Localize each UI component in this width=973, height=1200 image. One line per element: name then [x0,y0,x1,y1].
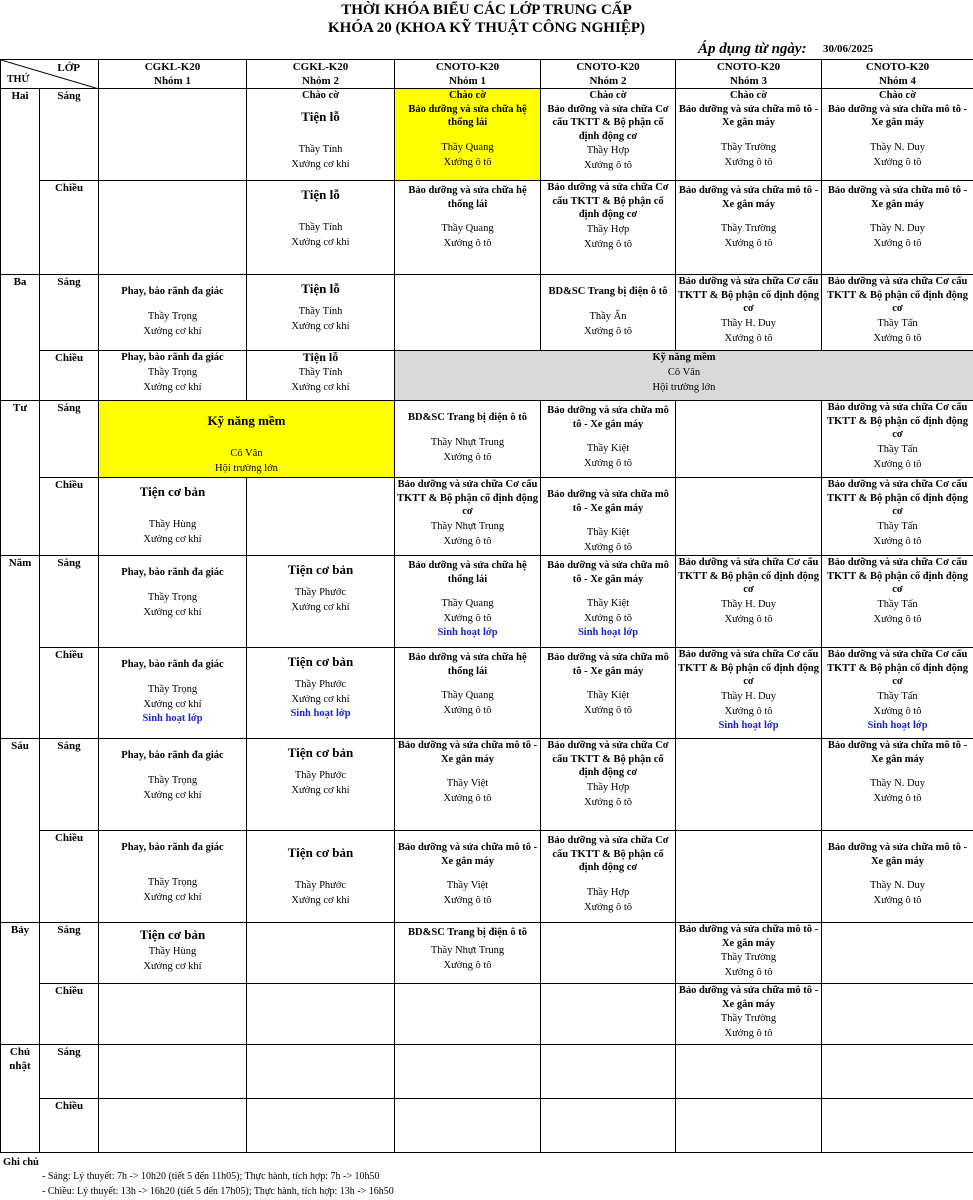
schedule-cell: Bảo dưỡng và sửa chữa hệ thống lái Thầy Quang Xưởng ô tô [395,181,541,275]
session-cell: Sáng [40,739,99,831]
column-header: CNOTO-K20 Nhóm 3 [676,60,822,89]
row-tu-sang [1,401,973,478]
schedule-cell: Bảo dưỡng và sửa chữa Cơ cấu TKTT & Bộ phận cố định động cơ Thầy H. Duy Xưởng ô tô [676,275,822,351]
schedule-cell [676,1099,822,1153]
row-sau-chieu [1,831,973,923]
session-cell: Sáng [40,401,99,478]
schedule-cell [247,478,395,556]
note-morning: - Sáng: Lý thuyết: 7h -> 10h20 (tiết 5 đến 11h05); Thực hành, tích hợp: 7h -> 10h50 [42,1171,380,1182]
schedule-cell [541,984,676,1045]
apply-date-label: Áp dụng từ ngày: [698,41,807,57]
header-row [1,60,973,89]
schedule-cell-merged: Kỹ năng mềm Cô Vân Hội trường lớn [395,351,973,401]
day-axis-label: THỨ [7,74,30,85]
schedule-cell [822,984,973,1045]
session-cell: Chiều [40,478,99,556]
schedule-cell: Bảo dưỡng và sửa chữa mô tô - Xe gắn máy Thầy Việt Xưởng ô tô [395,739,541,831]
day-cell: Tư [1,401,40,556]
schedule-cell: Phay, bào rãnh đa giác Thầy Trọng Xưởng cơ khí [99,739,247,831]
schedule-cell: Bảo dưỡng và sửa chữa Cơ cấu TKTT & Bộ phận cố định động cơ Thầy Hợp Xưởng ô tô [541,831,676,923]
note-afternoon: - Chiều: Lý thuyết: 13h -> 16h20 (tiết 5 đến 17h05); Thực hành, tích hợp: 13h -> 16h50 [42,1186,394,1197]
schedule-cell: Bảo dưỡng và sửa chữa hệ thống lái Thầy Quang Xưởng ô tô [395,648,541,739]
row-nam-sang [1,556,973,648]
session-cell: Sáng [40,923,99,984]
apply-date-row [0,41,973,59]
row-sau-sang [1,739,973,831]
session-cell: Sáng [40,275,99,351]
session-cell: Chiều [40,984,99,1045]
schedule-cell [247,1045,395,1099]
schedule-cell [541,923,676,984]
schedule-cell: Bảo dưỡng và sửa chữa Cơ cấu TKTT & Bộ phận cố định động cơ Thầy Tấn Xưởng ô tô [822,275,973,351]
schedule-cell: Bảo dưỡng và sửa chữa Cơ cấu TKTT & Bộ phận cố định động cơ Thầy H. Duy Xưởng ô tô Sinh hoạt lớp [676,648,822,739]
schedule-cell: Bảo dưỡng và sửa chữa mô tô - Xe gắn máy Thầy N. Duy Xưởng ô tô [822,831,973,923]
schedule-cell [247,923,395,984]
schedule-cell [99,1099,247,1153]
day-cell: Sáu [1,739,40,923]
schedule-cell [99,181,247,275]
schedule-cell [247,1099,395,1153]
schedule-cell: Phay, bào rãnh đa giác Thầy Trọng Xưởng cơ khí [99,831,247,923]
schedule-cell: Bảo dưỡng và sửa chữa Cơ cấu TKTT & Bộ phận cố định động cơ Thầy Tấn Xưởng ô tô [822,556,973,648]
schedule-cell [395,275,541,351]
schedule-cell: Bảo dưỡng và sửa chữa Cơ cấu TKTT & Bộ phận cố định động cơ Thầy H. Duy Xưởng ô tô [676,556,822,648]
schedule-cell: Tiện cơ bản Thầy Hùng Xưởng cơ khí [99,478,247,556]
schedule-cell: BD&SC Trang bị điện ô tô Thầy Ẩn Xưởng ô tô [541,275,676,351]
session-cell: Chiều [40,181,99,275]
session-cell: Chiều [40,648,99,739]
schedule-cell [99,89,247,181]
day-cell: Năm [1,556,40,739]
schedule-cell-highlight: Chào cờ Bảo dưỡng và sửa chữa hệ thống lái Thầy Quang Xưởng ô tô [395,89,541,181]
schedule-cell: Chào cờ Tiện lỗ Thầy Tính Xưởng cơ khí [247,89,395,181]
day-cell: Hai [1,89,40,275]
session-cell: Chiều [40,831,99,923]
schedule-cell [541,1045,676,1099]
schedule-cell [395,1099,541,1153]
schedule-cell-highlight: Kỹ năng mềm Cô Vân Hội trường lớn [99,401,395,478]
column-header: CNOTO-K20 Nhóm 4 [822,60,973,89]
day-cell: Chủ nhật [1,1045,40,1153]
schedule-cell: Tiện lỗ Thầy Tính Xưởng cơ khí [247,351,395,401]
row-ba-chieu [1,351,973,401]
schedule-cell: Bảo dưỡng và sửa chữa mô tô - Xe gắn máy Thầy Trường Xưởng ô tô [676,181,822,275]
schedule-cell: Phay, bào rãnh đa giác Thầy Trọng Xưởng cơ khí [99,556,247,648]
schedule-cell: Bảo dưỡng và sửa chữa Cơ cấu TKTT & Bộ phận cố định động cơ Thầy Hợp Xưởng ô tô [541,181,676,275]
schedule-cell: Bảo dưỡng và sửa chữa mô tô - Xe gắn máy Thầy Kiệt Xưởng ô tô [541,478,676,556]
column-header: CNOTO-K20 Nhóm 2 [541,60,676,89]
schedule-cell [676,401,822,478]
row-cn-sang [1,1045,973,1099]
schedule-cell: Bảo dưỡng và sửa chữa mô tô - Xe gắn máy Thầy Kiệt Xưởng ô tô Sinh hoạt lớp [541,556,676,648]
page-subtitle: KHÓA 20 (KHOA KỸ THUẬT CÔNG NGHIỆP) [328,20,645,36]
day-cell: Bảy [1,923,40,1045]
row-bay-chieu [1,984,973,1045]
page-title: THỜI KHÓA BIỂU CÁC LỚP TRUNG CẤP [341,2,632,18]
schedule-cell: Tiện cơ bản Thầy Phước Xưởng cơ khí [247,831,395,923]
column-header: CNOTO-K20 Nhóm 1 [395,60,541,89]
schedule-cell: Bảo dưỡng và sửa chữa hệ thống lái Thầy Quang Xưởng ô tô Sinh hoạt lớp [395,556,541,648]
schedule-cell: Bảo dưỡng và sửa chữa Cơ cấu TKTT & Bộ phận cố định động cơ Thầy Nhựt Trung Xưởng ô tô [395,478,541,556]
row-bay-sang [1,923,973,984]
schedule-cell: Bảo dưỡng và sửa chữa mô tô - Xe gắn máy Thầy Trường Xưởng ô tô [676,984,822,1045]
schedule-cell [676,831,822,923]
schedule-cell [247,984,395,1045]
row-ba-sang [1,275,973,351]
session-cell: Sáng [40,1045,99,1099]
schedule-cell [822,1045,973,1099]
row-cn-chieu [1,1099,973,1153]
schedule-cell: Bảo dưỡng và sửa chữa Cơ cấu TKTT & Bộ phận cố định động cơ Thầy Hợp Xưởng ô tô [541,739,676,831]
row-hai-chieu [1,181,973,275]
schedule-cell: Bảo dưỡng và sửa chữa mô tô - Xe gắn máy Thầy Kiệt Xưởng ô tô [541,401,676,478]
schedule-cell [822,1099,973,1153]
schedule-cell: Bảo dưỡng và sửa chữa mô tô - Xe gắn máy Thầy N. Duy Xưởng ô tô [822,739,973,831]
schedule-cell: Bảo dưỡng và sửa chữa mô tô - Xe gắn máy Thầy Trường Xưởng ô tô [676,923,822,984]
schedule-cell: Tiện cơ bản Thầy Phước Xưởng cơ khí [247,739,395,831]
schedule-cell [541,1099,676,1153]
schedule-cell: BD&SC Trang bị điện ô tô Thầy Nhựt Trung Xưởng ô tô [395,923,541,984]
schedule-cell: Bảo dưỡng và sửa chữa mô tô - Xe gắn máy Thầy Kiệt Xưởng ô tô [541,648,676,739]
column-header: CGKL-K20 Nhóm 1 [99,60,247,89]
schedule-cell [676,739,822,831]
schedule-cell [822,923,973,984]
session-cell: Chiều [40,1099,99,1153]
class-axis-label: LỚP [57,62,80,74]
schedule-cell: Chào cờ Bảo dưỡng và sửa chữa mô tô - Xe gắn máy Thầy Trường Xưởng ô tô [676,89,822,181]
schedule-cell: Phay, bào rãnh đa giác Thầy Trọng Xưởng cơ khí Sinh hoạt lớp [99,648,247,739]
schedule-cell: Phay, bào rãnh đa giác Thầy Trọng Xưởng cơ khí [99,351,247,401]
schedule-cell: Bảo dưỡng và sửa chữa Cơ cấu TKTT & Bộ phận cố định động cơ Thầy Tấn Xưởng ô tô [822,478,973,556]
row-tu-chieu [1,478,973,556]
session-cell: Chiều [40,351,99,401]
schedule-cell [99,1045,247,1099]
schedule-cell: Tiện lỗ Thầy Tính Xưởng cơ khí [247,181,395,275]
schedule-cell: Chào cờ Bảo dưỡng và sửa chữa mô tô - Xe gắn máy Thầy N. Duy Xưởng ô tô [822,89,973,181]
day-cell: Ba [1,275,40,401]
timetable [0,59,973,1153]
schedule-cell [99,984,247,1045]
row-nam-chieu [1,648,973,739]
session-cell: Sáng [40,556,99,648]
schedule-cell [395,984,541,1045]
schedule-cell: Chào cờ Bảo dưỡng và sửa chữa Cơ cấu TKTT & Bộ phận cố định động cơ Thầy Hợp Xưởng ô tô [541,89,676,181]
schedule-cell: Tiện cơ bản Thầy Phước Xưởng cơ khí Sinh hoạt lớp [247,648,395,739]
schedule-cell [676,1045,822,1099]
schedule-cell: Bảo dưỡng và sửa chữa Cơ cấu TKTT & Bộ phận cố định động cơ Thầy Tấn Xưởng ô tô Sinh hoạt lớp [822,648,973,739]
session-cell: Sáng [40,89,99,181]
schedule-cell [676,478,822,556]
apply-date-value: 30/06/2025 [823,43,874,55]
row-hai-sang [1,89,973,181]
schedule-cell: Tiện lỗ Thầy Tính Xưởng cơ khí [247,275,395,351]
schedule-cell: Bảo dưỡng và sửa chữa mô tô - Xe gắn máy Thầy N. Duy Xưởng ô tô [822,181,973,275]
schedule-cell [395,1045,541,1099]
column-header: CGKL-K20 Nhóm 2 [247,60,395,89]
schedule-cell: Tiện cơ bản Thầy Phước Xưởng cơ khí [247,556,395,648]
schedule-cell: Tiện cơ bản Thầy Hùng Xưởng cơ khí [99,923,247,984]
corner-cell [1,60,99,89]
schedule-cell: BD&SC Trang bị điện ô tô Thầy Nhựt Trung Xưởng ô tô [395,401,541,478]
notes-label: Ghi chú [3,1157,39,1168]
schedule-cell: Phay, bào rãnh đa giác Thầy Trọng Xưởng cơ khí [99,275,247,351]
schedule-cell: Bảo dưỡng và sửa chữa Cơ cấu TKTT & Bộ phận cố định động cơ Thầy Tấn Xưởng ô tô [822,401,973,478]
schedule-cell: Bảo dưỡng và sửa chữa mô tô - Xe gắn máy Thầy Việt Xưởng ô tô [395,831,541,923]
